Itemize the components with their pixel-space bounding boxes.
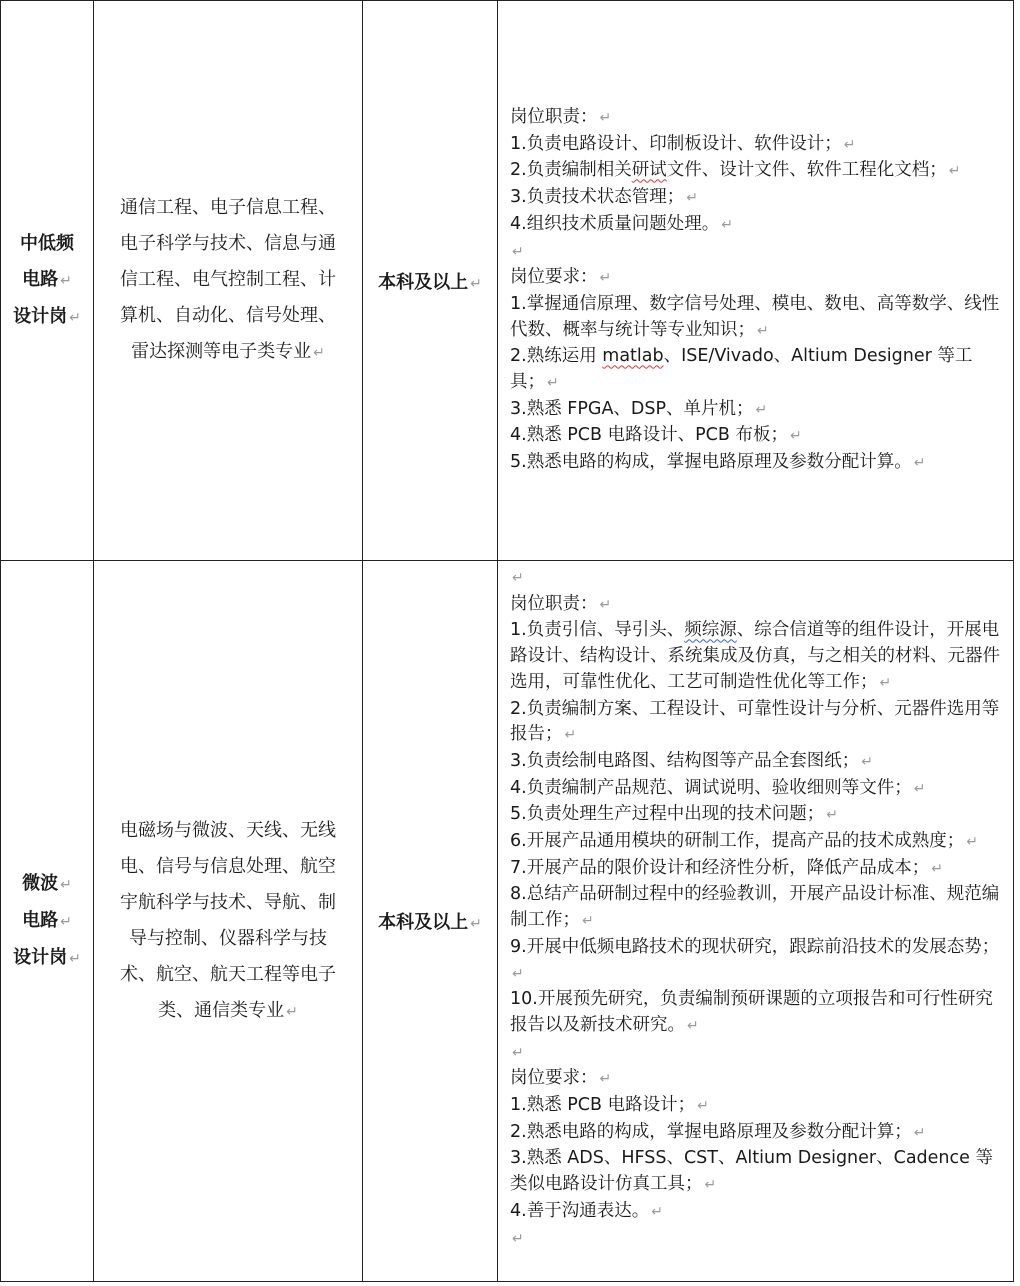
- description-line: [510, 1093, 1007, 1120]
- description-text: 3.负责技术状态管理；: [510, 187, 685, 208]
- paragraph-mark-icon: ↵: [512, 570, 524, 586]
- major-line: 信工程、电气控制工程、计: [120, 269, 336, 290]
- description-line: [510, 423, 1007, 450]
- empty-paragraph: [510, 1226, 1007, 1253]
- job-title-cell: [1, 561, 94, 1282]
- description-text: 7.开展产品的限价设计和经济性分析，降低产品成本；: [510, 857, 930, 878]
- description-text: 岗位要求：: [510, 1068, 598, 1089]
- major-line: 术、航空、航天工程等电子: [120, 963, 336, 985]
- major-line: 雷达探测等电子类专业 ↵: [131, 341, 325, 362]
- empty-paragraph: [510, 239, 1007, 266]
- paragraph-mark-icon: ↵: [599, 596, 612, 613]
- description-text: 岗位职责：: [510, 107, 598, 127]
- paragraph-mark-icon: ↵: [948, 163, 961, 180]
- paragraph-mark-icon: ↵: [564, 727, 577, 744]
- job-title-line: 电路 ↵: [22, 909, 72, 931]
- paragraph-mark-icon: ↵: [966, 834, 978, 851]
- description-line: [510, 987, 1007, 1039]
- major-line: 类、通信类专业 ↵: [158, 999, 298, 1021]
- description-line: [510, 592, 1007, 619]
- paragraph-mark-icon: ↵: [704, 1177, 717, 1194]
- paragraph-mark-icon: ↵: [697, 1098, 709, 1115]
- major-line: 电子科学与技术、信息与通: [120, 233, 336, 254]
- description-text: 4.善于沟通表达。: [510, 1200, 650, 1221]
- description-text: 4.组织技术质量问题处理。: [510, 213, 720, 234]
- description-text: 1.负责引信、导引头、频综源、综合信道等的组件设计，开展电路设计、结构设计、系统集成及仿真，与之相关的材料、元器件选用，可靠性优化、工艺可制造性优化等工作；: [510, 620, 1000, 692]
- paragraph-mark-icon: ↵: [599, 110, 612, 126]
- job-title-line: 中低频: [20, 232, 74, 254]
- description-line: [510, 212, 1007, 239]
- paragraph-mark-icon: ↵: [599, 1071, 612, 1088]
- description-text: 8.总结产品研制过程中的经验教训，开展产品设计标准、规范编制工作；: [510, 884, 1000, 931]
- paragraph-mark-icon: ↵: [512, 243, 524, 260]
- description-line: [510, 185, 1007, 212]
- paragraph-mark-icon: ↵: [686, 190, 698, 207]
- paragraph-mark-icon: ↵: [931, 860, 943, 877]
- description-text: 2.熟悉电路的构成，掌握电路原理及参数分配计算；: [510, 1121, 912, 1142]
- paragraph-mark-icon: ↵: [721, 216, 733, 233]
- description-line: [510, 105, 1007, 132]
- major-line: 宇航科学与技术、导航、制: [120, 891, 336, 913]
- description-text: 2.熟练运用 matlab、ISE/Vivado、Altium Designer 等工具；: [510, 346, 973, 393]
- paragraph-mark-icon: ↵: [512, 1230, 524, 1247]
- description-line: [510, 292, 1007, 344]
- description-line: [510, 829, 1007, 856]
- description-text: 5.负责处理生产过程中出现的技术问题；: [510, 804, 825, 825]
- degree-cell: 本科及以上 ↵: [363, 561, 498, 1282]
- major-cell: [94, 1, 363, 561]
- description-line: [510, 882, 1007, 934]
- major-line: 电、信号与信息处理、航空: [120, 855, 336, 877]
- paragraph-mark-icon: ↵: [651, 1203, 663, 1220]
- description-text: 5.熟悉电路的构成，掌握电路原理及参数分配计算。: [510, 452, 912, 473]
- description-line: [510, 132, 1007, 159]
- paragraph-mark-icon: ↵: [687, 1017, 699, 1034]
- description-line: [510, 1146, 1007, 1198]
- description-text: 9.开展中低频电路技术的现状研究，跟踪前沿技术的发展态势；: [510, 936, 1000, 957]
- paragraph-mark-icon: ↵: [789, 428, 802, 445]
- job-title-line: 设计岗 ↵: [13, 305, 81, 327]
- degree-cell: 本科及以上 ↵: [363, 1, 498, 561]
- description-text: 岗位要求：: [510, 267, 598, 288]
- paragraph-mark-icon: ↵: [757, 322, 769, 339]
- description-line: [510, 344, 1007, 396]
- description-line: [510, 158, 1007, 185]
- description-text: 1.负责电路设计、印制板设计、软件设计；: [510, 133, 842, 154]
- description-text: 10.开展预先研究，负责编制预研课题的立项报告和可行性研究报告以及新技术研究。: [510, 989, 993, 1035]
- paragraph-mark-icon: ↵: [913, 455, 926, 472]
- job-title-line: 电路 ↵: [22, 268, 72, 290]
- paragraph-mark-icon: ↵: [512, 965, 524, 982]
- description-line: [510, 265, 1007, 292]
- description-text: 3.负责绘制电路图、结构图等产品全套图纸；: [510, 750, 860, 771]
- paragraph-mark-icon: ↵: [826, 807, 838, 824]
- description-line: [510, 697, 1007, 749]
- paragraph-mark-icon: ↵: [755, 401, 768, 418]
- major-line: 算机、自动化、信号处理、: [120, 305, 336, 326]
- description-text: 2.负责编制方案、工程设计、可靠性设计与分析、元器件选用等报告；: [510, 698, 1000, 745]
- table-row: [1, 561, 1014, 1282]
- description-line: [510, 856, 1007, 883]
- paragraph-mark-icon: ↵: [913, 780, 926, 797]
- description-line: [510, 935, 1007, 987]
- paragraph-mark-icon: ↵: [599, 270, 612, 287]
- job-title-line: 微波 ↵: [22, 872, 72, 894]
- description-line: [510, 1066, 1007, 1093]
- description-line: [510, 749, 1007, 776]
- paragraph-mark-icon: ↵: [861, 753, 873, 770]
- description-text: 3.熟悉 FPGA、DSP、单片机；: [510, 398, 754, 419]
- paragraph-mark-icon: ↵: [913, 1124, 926, 1141]
- description-line: [510, 1120, 1007, 1147]
- description-cell: [498, 1, 1014, 561]
- description-text: 1.熟悉 PCB 电路设计；: [510, 1095, 696, 1116]
- description-text: 2.负责编制相关研试文件、设计文件、软件工程化文档；: [510, 160, 947, 181]
- paragraph-mark-icon: ↵: [582, 913, 594, 930]
- description-line: [510, 397, 1007, 424]
- description-line: [510, 1199, 1007, 1226]
- table-row: [1, 1, 1014, 561]
- empty-paragraph: [510, 1040, 1007, 1067]
- description-lines: [510, 565, 1007, 1252]
- description-line: [510, 618, 1007, 696]
- major-cell: [94, 561, 363, 1282]
- paragraph-mark-icon: ↵: [879, 674, 892, 691]
- description-line: [510, 450, 1007, 477]
- paragraph-mark-icon: ↵: [512, 1044, 524, 1061]
- job-title-cell: [1, 1, 94, 561]
- major-line: 导与控制、仪器科学与技: [129, 927, 327, 949]
- description-text: 岗位职责：: [510, 593, 598, 614]
- description-text: 4.负责编制产品规范、调试说明、验收细则等文件；: [510, 777, 912, 798]
- major-line: 通信工程、电子信息工程、: [120, 197, 336, 218]
- description-line: [510, 802, 1007, 829]
- description-text: 6.开展产品通用模块的研制工作，提高产品的技术成熟度；: [510, 831, 965, 852]
- description-cell: [498, 561, 1014, 1282]
- description-lines: [510, 105, 1007, 477]
- description-text: 1.掌握通信原理、数字信号处理、模电、数电、高等数学、线性代数、概率与统计等专业知识；: [510, 293, 1000, 340]
- description-line: [510, 776, 1007, 803]
- paragraph-mark-icon: ↵: [843, 136, 856, 153]
- description-text: 3.熟悉 ADS、HFSS、CST、Altium Designer、Cadence 等类似电路设计仿真工具；: [510, 1148, 993, 1195]
- empty-paragraph: [510, 565, 1007, 592]
- paragraph-mark-icon: ↵: [547, 375, 559, 392]
- job-title-line: 设计岗 ↵: [13, 946, 81, 968]
- description-text: 4.熟悉 PCB 电路设计、PCB 布板；: [510, 425, 788, 446]
- major-line: 电磁场与微波、天线、无线: [120, 819, 336, 841]
